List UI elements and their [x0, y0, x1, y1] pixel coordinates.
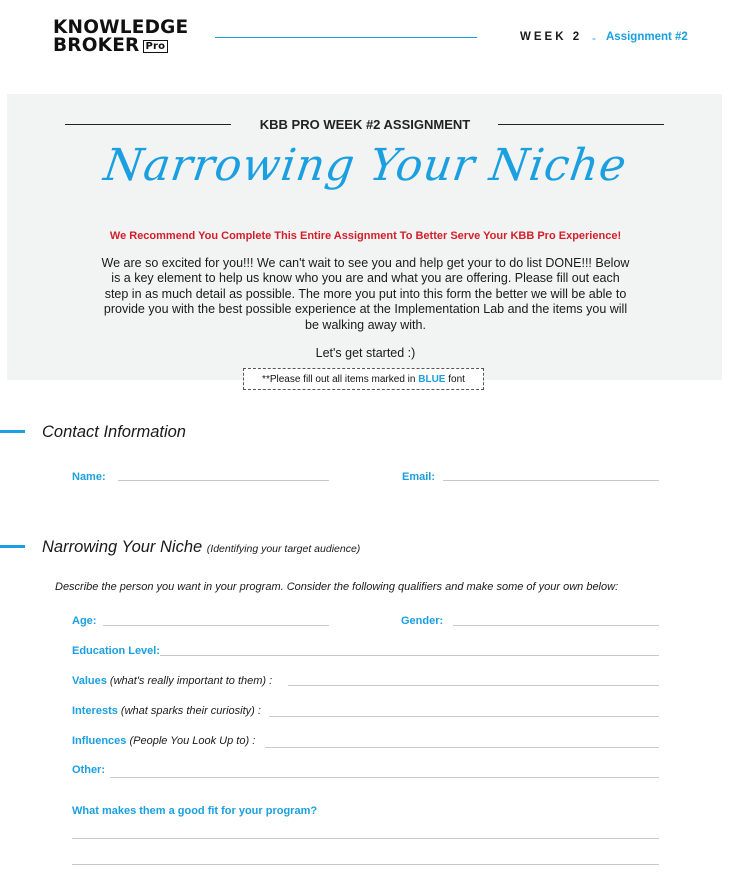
influences-colon: : [252, 735, 256, 747]
interests-label-text: Interests [72, 705, 118, 717]
influences-field[interactable] [265, 747, 659, 748]
influences-hint: (People You Look Up to) [129, 735, 250, 747]
header-divider [215, 37, 477, 38]
interests-field[interactable] [269, 716, 659, 717]
influences-label [72, 735, 255, 747]
other-field[interactable] [110, 777, 659, 778]
note-suffix: font [448, 374, 465, 385]
gender-field[interactable] [453, 625, 659, 626]
other-label: Other: [72, 764, 105, 776]
niche-subtitle: (Identifying your target audience) [206, 543, 361, 555]
title-rule-left [65, 124, 231, 125]
contact-section-title: Contact Information [42, 423, 186, 441]
recommendation-text: We Recommend You Complete This Entire Assignment To Better Serve Your KBB Pro Experience! [109, 230, 622, 242]
education-label: Education Level: [72, 645, 161, 657]
values-hint: (what's really important to them) [109, 675, 267, 687]
niche-title-text: Narrowing Your Niche [42, 538, 203, 556]
email-label: Email: [402, 471, 436, 483]
get-started-text: Let's get started :) [315, 346, 416, 360]
niche-section-marker [0, 545, 25, 548]
note-highlight: BLUE [418, 374, 446, 385]
fit-answer-line-1[interactable] [72, 838, 659, 839]
assignment-title: KBB PRO WEEK #2 ASSIGNMENT [259, 117, 471, 132]
note-prefix: **Please fill out all items marked in [262, 374, 416, 385]
logo-line-1: KNOWLEDGE [53, 17, 189, 38]
intro-paragraph: We are so excited for you!!! We can't wait to see you and help get your to do list DONE!!! Below is a key element to help us know who you are and what you are offering. Please fill out each step in as much detail as possible. The more you put into this form the better we will be able to provide you with the best possible experience at the Implementation Lab and the items you will be walking away with. [101, 256, 630, 332]
blue-font-note [243, 368, 484, 390]
age-label: Age: [72, 615, 97, 627]
logo-pro-badge: Pro [143, 40, 169, 53]
values-field[interactable] [288, 685, 659, 686]
influences-label-text: Influences [72, 735, 127, 747]
contact-section-marker [0, 430, 25, 433]
logo-line-2: BROKER [53, 35, 140, 56]
age-field[interactable] [103, 625, 329, 626]
interests-label [72, 705, 261, 717]
values-label [72, 675, 272, 687]
fit-question-label: What makes them a good fit for your program? [72, 805, 318, 817]
interests-hint: (what sparks their curiosity) [120, 705, 255, 717]
niche-instructions: Describe the person you want in your program. Consider the following qualifiers and make some of your own below: [55, 581, 619, 593]
email-field[interactable] [443, 480, 659, 481]
values-colon: : [269, 675, 273, 687]
name-field[interactable] [118, 480, 329, 481]
assignment-label: Assignment #2 [606, 31, 688, 43]
script-heading: Narrowing Your Niche [100, 140, 631, 191]
gender-label: Gender: [401, 615, 444, 627]
values-label-text: Values [72, 675, 107, 687]
header-separator: - [592, 31, 596, 45]
name-label: Name: [72, 471, 106, 483]
fit-answer-line-2[interactable] [72, 864, 659, 865]
title-rule-right [498, 124, 664, 125]
interests-colon: : [257, 705, 261, 717]
week-label: WEEK 2 [520, 31, 583, 43]
niche-section-title [42, 538, 360, 557]
brand-logo [53, 19, 188, 55]
education-field[interactable] [160, 655, 659, 656]
